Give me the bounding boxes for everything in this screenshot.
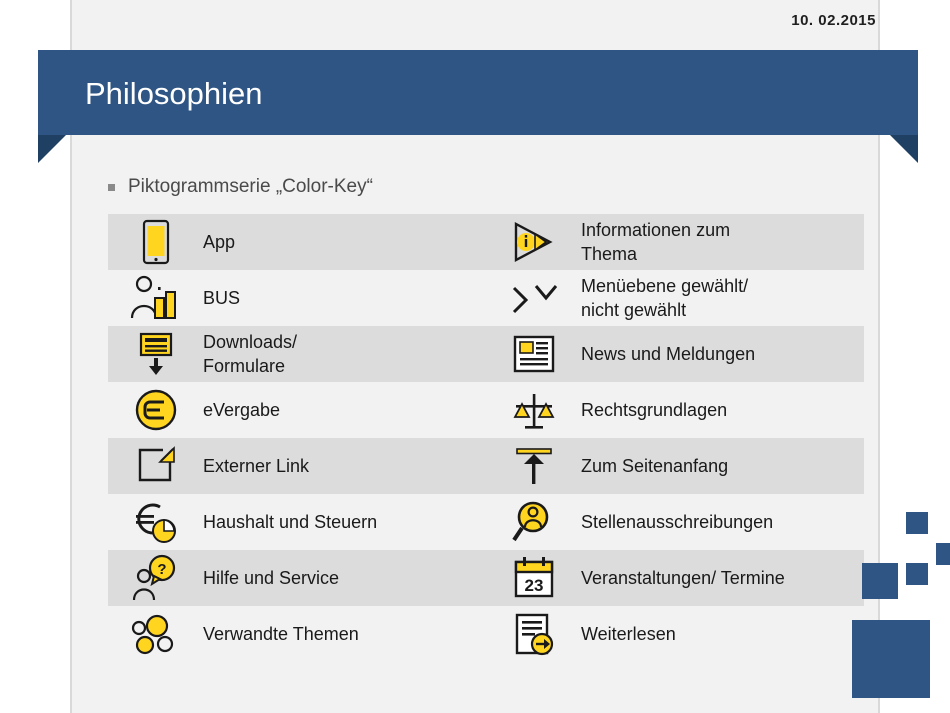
- page-title: Philosophien: [85, 76, 263, 111]
- decor-square: [906, 563, 928, 585]
- calendar-23-icon: [486, 550, 581, 606]
- table-row: [108, 494, 864, 550]
- row-label: eVergabe: [203, 382, 486, 438]
- row-label: Verwandte Themen: [203, 606, 486, 662]
- table-row: [108, 214, 864, 270]
- bus-person-info-icon: [108, 270, 203, 326]
- icon-cell: [486, 270, 581, 326]
- slide-date: 10. 02.2015: [791, 12, 876, 29]
- icon-cell: [108, 550, 203, 606]
- info-play-icon: [486, 214, 581, 270]
- row-label: Weiterlesen: [581, 606, 864, 662]
- smartphone-icon: [108, 214, 203, 270]
- row-label: Externer Link: [203, 438, 486, 494]
- table-row: [108, 550, 864, 606]
- table-row: [108, 382, 864, 438]
- evergabe-e-icon: [108, 382, 203, 438]
- read-more-icon: [486, 606, 581, 662]
- row-label: Stellenausschreibungen: [581, 494, 864, 550]
- icon-cell: [486, 438, 581, 494]
- icon-cell: [108, 438, 203, 494]
- icon-cell: [108, 270, 203, 326]
- row-label: News und Meldungen: [581, 326, 864, 382]
- table-row: [108, 270, 864, 326]
- row-label: Veranstaltungen/ Termine: [581, 550, 864, 606]
- related-topics-icon: [108, 606, 203, 662]
- news-icon: [486, 326, 581, 382]
- scales-icon: [486, 382, 581, 438]
- row-label-line2: Formulare: [203, 356, 286, 376]
- magnifier-person-icon: [486, 494, 581, 550]
- icon-cell: [486, 382, 581, 438]
- decor-square: [862, 563, 898, 599]
- icon-cell: [486, 550, 581, 606]
- svg-text:23: 23: [524, 576, 543, 595]
- row-label-line2: nicht gewählt: [581, 300, 687, 320]
- icon-cell: [486, 494, 581, 550]
- icon-cell: [108, 214, 203, 270]
- icon-cell: [486, 214, 581, 270]
- row-label: Zum Seitenanfang: [581, 438, 864, 494]
- pictogram-table: [108, 214, 864, 662]
- decor-square: [852, 620, 930, 698]
- bullet-square-icon: [108, 184, 115, 191]
- icon-cell: [486, 606, 581, 662]
- table-row: [108, 326, 864, 382]
- banner-fold-right: [890, 135, 918, 163]
- decor-square: [936, 543, 950, 565]
- row-label: [581, 214, 864, 270]
- row-label: [581, 270, 864, 326]
- bullet-row: [108, 176, 373, 198]
- euro-pie-icon: [108, 494, 203, 550]
- banner-fold-left: [38, 135, 66, 163]
- row-label-line1: Downloads/: [203, 331, 298, 352]
- table-row: [108, 606, 864, 662]
- row-label: Hilfe und Service: [203, 550, 486, 606]
- icon-cell: [108, 382, 203, 438]
- svg-text:?: ?: [156, 561, 167, 578]
- external-link-icon: [108, 438, 203, 494]
- row-label-line1: Informationen zum: [581, 219, 731, 240]
- row-label: Rechtsgrundlagen: [581, 382, 864, 438]
- row-label: [203, 326, 486, 382]
- bullet-label: Piktogrammserie „Color-Key“: [128, 176, 373, 197]
- icon-cell: [108, 494, 203, 550]
- chevron-down-right-icon: [486, 270, 581, 326]
- icon-cell: [486, 326, 581, 382]
- arrow-up-top-icon: [486, 438, 581, 494]
- table-row: [108, 438, 864, 494]
- row-label-line2: Thema: [581, 244, 638, 264]
- row-label-line1: Menüebene gewählt/: [581, 275, 749, 296]
- icon-cell: [108, 326, 203, 382]
- icon-cell: [108, 606, 203, 662]
- row-label: App: [203, 214, 486, 270]
- row-label: Haushalt und Steuern: [203, 494, 486, 550]
- help-question-icon: [108, 550, 203, 606]
- row-label: BUS: [203, 270, 486, 326]
- download-form-icon: [108, 326, 203, 382]
- decor-square: [906, 512, 928, 534]
